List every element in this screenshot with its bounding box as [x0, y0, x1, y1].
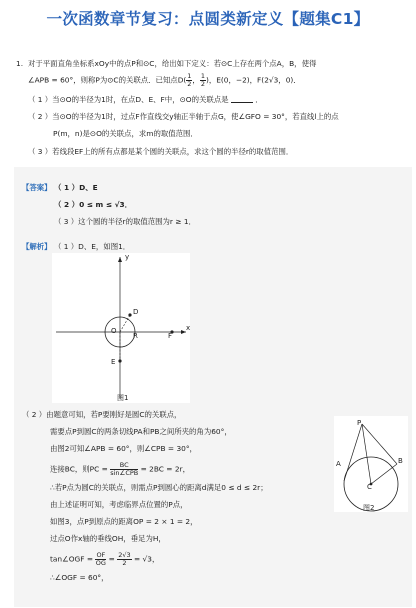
question-2-line-1: （ 2 ）当⊙O的半径为1时，过点F作直线交y轴正半轴于点G，使∠GFO = 30°，若直线l上的点 [28, 112, 339, 121]
fraction-2root3-2: $\frac{2√3}{2}$ [118, 551, 131, 567]
tangent-pa [344, 424, 362, 481]
analysis-line: 由上述证明可知，考虑临界点位置的P点， [50, 500, 188, 509]
analysis-tan-line: tan∠OGF = $\frac{OF}{OG}$ = $\frac{2√3}{2}$ = √3， [50, 551, 160, 567]
problem-line-1: 对于平面直角坐标系xOy中的点P和⊙C，给出如下定义：若⊙C上存在两个点A，B，使得 [28, 59, 317, 68]
question-2-line-2: P(m，n)是⊙O的关联点，求m的取值范围． [53, 129, 198, 138]
question-3: （ 3 ）若线段EF上的所有点都是某个圆的关联点，求这个圆的半径r的取值范围． [28, 147, 294, 156]
fig1-caption: 图1 [117, 394, 129, 402]
analysis-line: 如图3，点P到原点的距离OP = 2 × 1 = 2， [50, 517, 198, 526]
analysis-line: 过点O作x轴的垂线OH，垂足为H， [50, 534, 166, 543]
analysis-pc-line: 连接BC，则PC = $\frac{BC}{\text{sin∠CPB}}$ = 2BC = 2r， [50, 461, 190, 477]
analysis-part-1: （ 1 ）D、E，如图1． [54, 242, 131, 251]
problem-line-2: ∠APB = 60°，则称P为⊙C的关联点．已知点D( $\frac{1}{2}$ ， $\frac{1}{2}$ )，E(0，−2)，F(2√3，0)． [28, 72, 301, 88]
figure-1 [52, 253, 190, 403]
fig2-label-a: A [336, 460, 341, 468]
answer-label: 【答案】 [22, 183, 52, 192]
segment-cb [371, 464, 397, 484]
question-1: （ 1 ）当⊙O的半径为1时，在点D、E、F中，⊙O的关联点是 ． [28, 95, 263, 104]
page-title: 一次函数章节复习：点圆类新定义【题集C1】 [46, 10, 370, 28]
analysis-line: ∴∠OGF = 60°， [50, 573, 109, 582]
y-axis-arrow [118, 257, 122, 262]
answer-2: （ 2 ）0 ≤ m ≤ √3． [54, 200, 133, 209]
analysis-line: 由图2可知∠APB = 60°，则∠CPB = 30°， [50, 444, 197, 453]
analysis-line: ∴若P点为圆C的关联点，则需点P到圆心的距离d满足0 ≤ d ≤ 2r； [50, 483, 268, 492]
analysis-part-2-intro: （ 2 ）由题意可知，若P要刚好是圆C的关联点， [22, 410, 182, 419]
fig2-label-p: P [357, 419, 362, 427]
fig1-label-e: E [111, 358, 116, 366]
answer-3: （ 3 ）这个圆的半径r的取值范围为r ≥ 1． [54, 217, 196, 226]
fig1-label-f: F [168, 332, 173, 340]
fraction-d-y: $\frac{1}{2}$ [200, 72, 205, 88]
fig2-caption: 图2 [363, 504, 375, 512]
problem-number: 1. [16, 59, 24, 68]
fraction-d-x: $\frac{1}{2}$ [187, 72, 192, 88]
fig1-label-x: x [186, 324, 191, 332]
figure-2-graph [334, 416, 408, 512]
fraction-pc: $\frac{BC}{\text{sin∠CPB}}$ [110, 461, 139, 477]
point-d [128, 313, 131, 316]
fraction-of-og: $\frac{OF}{OG}$ [95, 551, 106, 567]
fig1-label-o: O [111, 327, 117, 335]
analysis-line: 需要点P到圆C的两条切线PA和PB之间所夹的角为60°， [50, 427, 232, 436]
answer-1: （ 1 ）D、E [54, 183, 98, 192]
figure-2 [334, 416, 408, 512]
figure-1-graph [52, 253, 190, 403]
fig1-label-r: R [133, 332, 138, 340]
fig1-label-y: y [125, 253, 130, 261]
answer-blank [231, 96, 253, 103]
fig2-label-c: C [367, 483, 372, 491]
point-e [118, 359, 121, 362]
analysis-label: 【解析】 [22, 242, 52, 251]
fig2-label-b: B [398, 457, 403, 465]
fig1-label-d: D [133, 308, 139, 316]
